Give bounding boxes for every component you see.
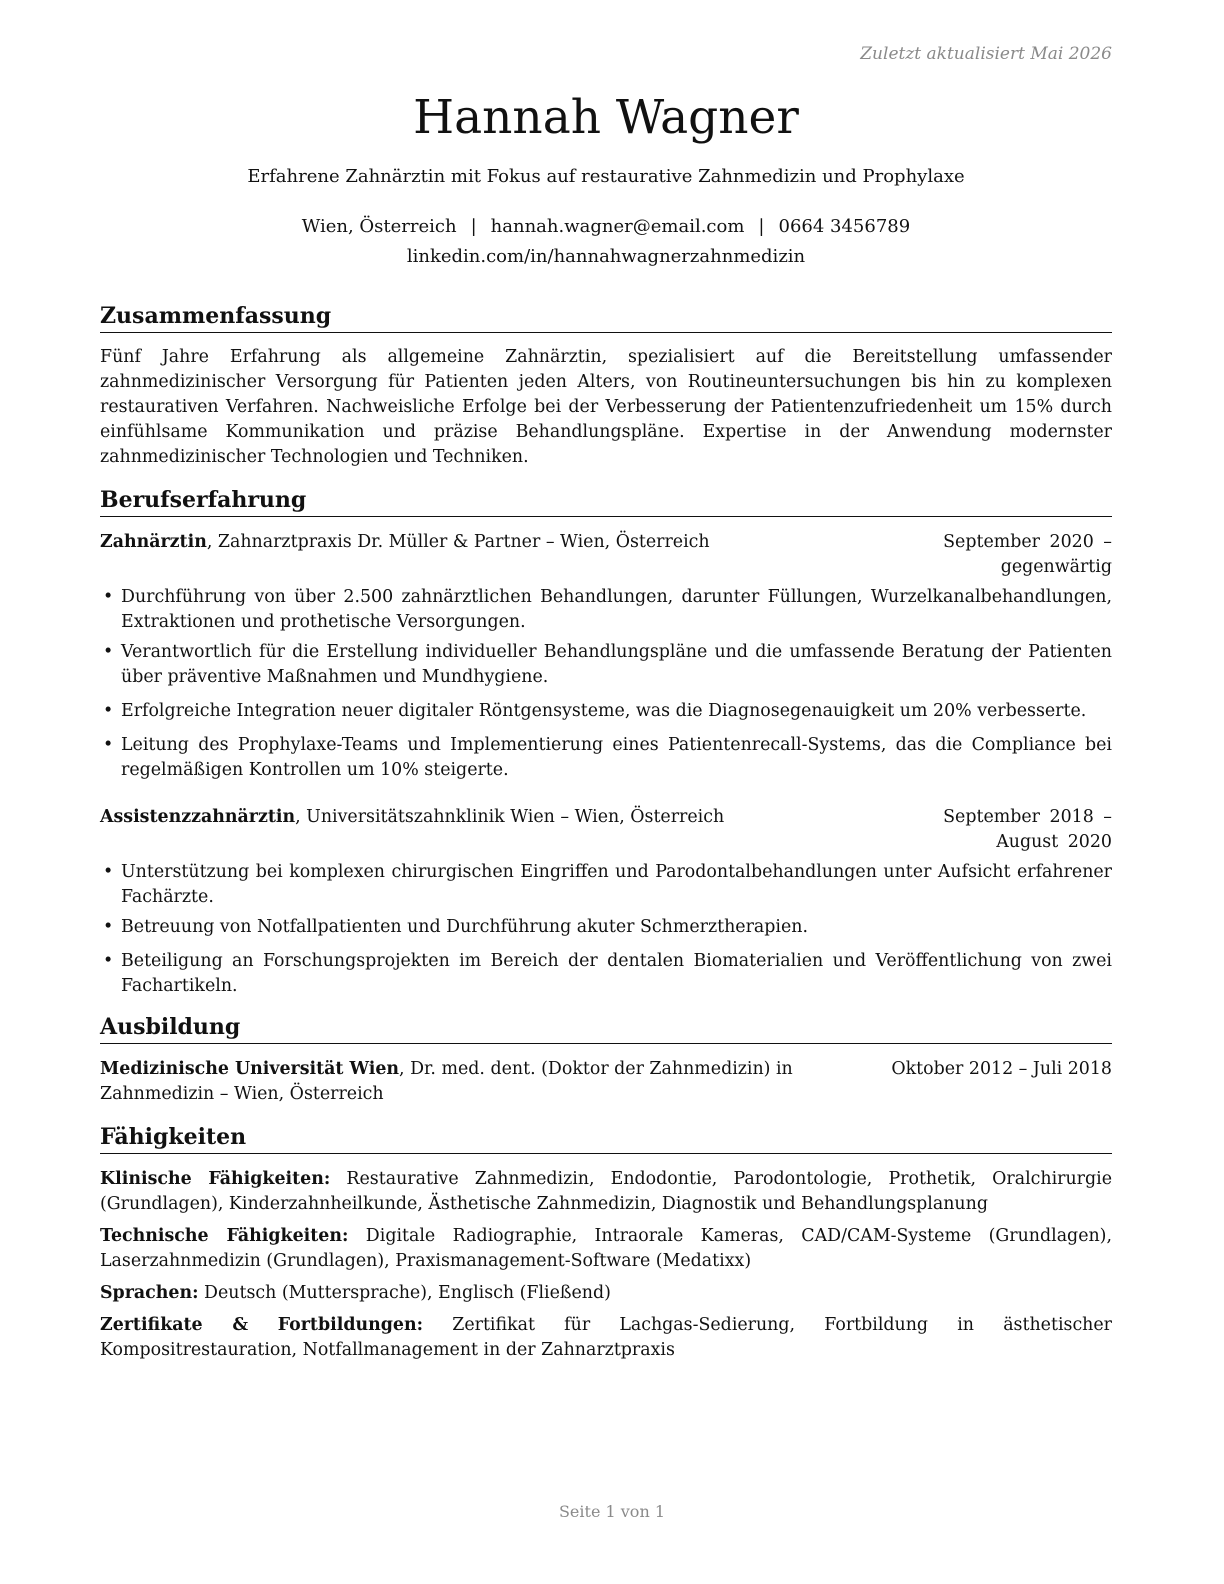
list-item: • Beteiligung an Forschungsprojekten im Bereich der dentalen Biomaterialien und Veröffentlichung von zwei Fachartikeln. (100, 949, 1112, 999)
section-title-skills: Fähigkeiten (100, 1122, 1112, 1154)
education-section (100, 1012, 1112, 1107)
job-org: , Zahnarztpraxis Dr. Müller & Partner – Wien, Österreich (206, 532, 710, 552)
phone-number: 0664 3456789 (778, 216, 911, 237)
experience-section (100, 485, 1112, 999)
list-item: • Durchführung von über 2.500 zahnärztlichen Behandlungen, darunter Füllungen, Wurzelkanalbehandlungen, Extraktionen und prothetische Versorgungen. (100, 585, 1112, 635)
section-title-education: Ausbildung (100, 1012, 1112, 1044)
skill-row (100, 1224, 1112, 1274)
job-role: Zahnärztin (100, 532, 207, 552)
separator: | (758, 216, 765, 237)
skill-label: Sprachen: (100, 1283, 199, 1303)
job-org: , Universitätszahnklinik Wien – Wien, Österreich (295, 807, 725, 827)
skill-label: Zertifikate & Fortbildungen: (100, 1315, 424, 1335)
job-dates: September 2018 – August 2020 (943, 807, 1112, 852)
skill-value: Zertifikat für Lachgas-Sedierung, Fortbildung in ästhetischer Kompositrestauration, Notfallmanagement in der Zahnarztpraxis (100, 1315, 1112, 1360)
contact-info (100, 212, 1112, 272)
last-updated-note: Zuletzt aktualisiert Mai 2026 (860, 44, 1112, 64)
job-entry (100, 805, 1112, 999)
job-role: Assistenzzahnärztin (100, 807, 296, 827)
resume-page (100, 88, 1112, 1363)
skill-label: Klinische Fähigkeiten: (100, 1169, 331, 1189)
person-name: Hannah Wagner (413, 90, 799, 145)
job-header (100, 805, 1112, 855)
skill-row (100, 1167, 1112, 1217)
linkedin-link[interactable]: linkedin.com/in/hannahwagnerzahnmedizin (406, 246, 806, 267)
skill-value: Restaurative Zahnmedizin, Endodontie, Parodontologie, Prothetik, Oralchirurgie (Grundlagen), Kinderzahnheilkunde, Ästhetische Zahnmedizin, Diagnostik und Behandlungsplanung (100, 1169, 1112, 1214)
section-title-experience: Berufserfahrung (100, 485, 1112, 517)
list-item: • Leitung des Prophylaxe-Teams und Implementierung eines Patientenrecall-Systems, das die Compliance bei regelmäßigen Kontrollen um 10% steigerte. (100, 733, 1112, 783)
job-dates: September 2020 – gegenwärtig (943, 532, 1112, 577)
location: Wien, Österreich (301, 216, 457, 237)
email-link[interactable]: hannah.wagner@email.com (490, 216, 745, 237)
skill-value: Deutsch (Muttersprache), Englisch (Fließend) (198, 1283, 611, 1303)
list-item: • Unterstützung bei komplexen chirurgischen Eingriffen und Parodontalbehandlungen unter Aufsicht erfahrener Fachärzte. (100, 860, 1112, 910)
job-bullets (100, 860, 1112, 999)
school-name: Medizinische Universität Wien (100, 1059, 400, 1079)
summary-text: Fünf Jahre Erfahrung als allgemeine Zahnärztin, spezialisiert auf die Bereitstellung umfassender zahnmedizinischer Versorgung für Patienten jeden Alters, von Routineuntersuchungen bis hin zu komplexen restaurativen Verfahren. Nachweisliche Erfolge bei der Verbesserung der Patientenzufriedenheit um 15% durch einfühlsame Kommunikation und präzise Behandlungspläne. Expertise in der Anwendung modernster zahnmedizinischer Technologien und Techniken. (100, 347, 1112, 467)
degree: , Dr. med. dent. (Doktor der Zahnmedizin) in Zahnmedizin – Wien, Österreich (100, 1059, 793, 1104)
summary-section (100, 301, 1112, 470)
separator: | (470, 216, 477, 237)
skills-section (100, 1122, 1112, 1363)
skill-label: Technische Fähigkeiten: (100, 1226, 349, 1246)
page-number: Seite 1 von 1 (558, 1502, 666, 1521)
education-entry (100, 1057, 1112, 1107)
list-item: • Verantwortlich für die Erstellung individueller Behandlungspläne und die umfassende Beratung der Patienten über präventive Maßnahmen und Mundhygiene. (100, 640, 1112, 690)
job-header (100, 530, 1112, 580)
headline: Erfahrene Zahnärztin mit Fokus auf restaurative Zahnmedizin und Prophylaxe (247, 166, 965, 187)
job-bullets (100, 585, 1112, 783)
list-item: • Erfolgreiche Integration neuer digitaler Röntgensysteme, was die Diagnosegenauigkeit um 20% verbesserte. (100, 699, 1112, 724)
list-item: • Betreuung von Notfallpatienten und Durchführung akuter Schmerztherapien. (100, 915, 1112, 940)
skill-row (100, 1281, 1112, 1306)
job-entry (100, 530, 1112, 783)
section-title-summary: Zusammenfassung (100, 301, 1112, 333)
skill-row (100, 1313, 1112, 1363)
skill-value: Digitale Radiographie, Intraorale Kameras, CAD/CAM-Systeme (Grundlagen), Laserzahnmedizin (Grundlagen), Praxismanagement-Software (Medatixx) (100, 1226, 1112, 1271)
education-dates: Oktober 2012 – Juli 2018 (891, 1059, 1112, 1079)
